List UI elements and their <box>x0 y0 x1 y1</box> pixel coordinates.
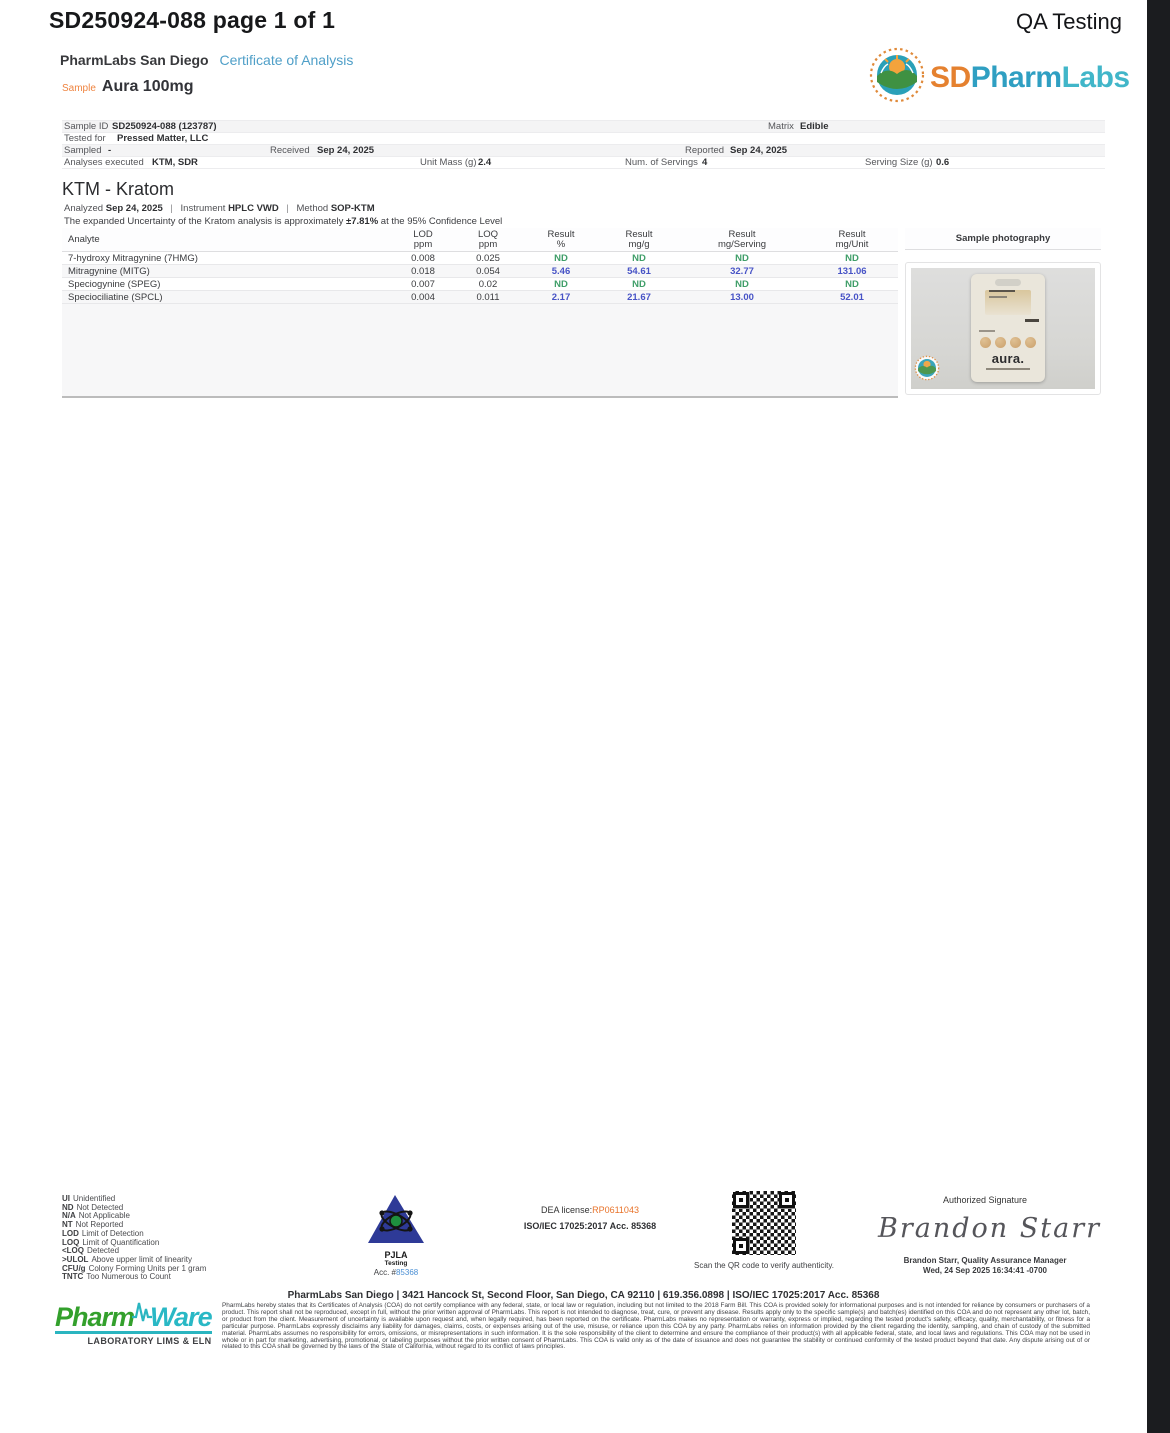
doc-type-label: Certificate of Analysis <box>219 52 354 68</box>
wordmark-labs: Labs <box>1061 60 1130 94</box>
result-mgunit: 52.01 <box>840 292 864 303</box>
pharmware-pharm: Pharm <box>55 1302 135 1332</box>
tablet <box>1010 337 1021 348</box>
table-row <box>62 291 898 304</box>
tablet <box>995 337 1006 348</box>
dea-license-value: RP0611043 <box>592 1205 639 1215</box>
result-mgunit: 131.06 <box>837 266 867 277</box>
pulse-waveform-icon <box>132 1300 152 1328</box>
analyte-name: Speciociliatine (SPCL) <box>68 292 163 303</box>
result-mgg: ND <box>632 253 646 264</box>
pjla-name: PJLA <box>384 1250 408 1260</box>
pharmlabs-watermark-icon <box>914 355 940 386</box>
sample-photo <box>905 262 1101 395</box>
sample-photo-image <box>911 268 1095 389</box>
lod-value: 0.008 <box>411 253 435 264</box>
table-row <box>62 265 898 278</box>
column-header-result-mgserving: Result mg/Serving <box>717 228 767 250</box>
method-label: Method <box>296 203 329 214</box>
analyte-name: 7-hydroxy Mitragynine (7HMG) <box>68 253 198 264</box>
loq-value: 0.02 <box>478 279 498 290</box>
label-line <box>986 368 1030 370</box>
photo-panel-header: Sample photography <box>905 228 1101 250</box>
result-mgserving: 32.77 <box>730 266 754 277</box>
analyses-label: Analyses executed <box>64 157 144 168</box>
sample-id-label: Sample ID <box>64 121 109 132</box>
viewer-background-strip <box>1147 0 1170 1433</box>
info-row-dates <box>62 145 1105 157</box>
loq-value: 0.054 <box>476 266 500 277</box>
results-table-header <box>62 228 898 252</box>
sample-photography-panel <box>905 228 1101 395</box>
label-line <box>989 296 1007 298</box>
column-header-result-pct: Result % <box>547 228 575 250</box>
lod-value: 0.018 <box>411 266 435 277</box>
lab-name: PharmLabs San Diego <box>60 52 209 68</box>
legend-item: ND Not Detected <box>62 1202 124 1212</box>
result-pct: 2.17 <box>551 292 571 303</box>
label-line <box>979 330 995 332</box>
wordmark-sd: SD <box>930 60 971 94</box>
dea-license-line <box>500 1205 680 1215</box>
analyte-name: Speciogynine (SPEG) <box>68 279 161 290</box>
info-row-tested-for <box>62 133 1105 145</box>
package-label <box>985 290 1031 315</box>
loq-value: 0.011 <box>476 292 500 303</box>
sample-title-line <box>62 78 194 96</box>
qa-testing-label: QA Testing <box>1016 9 1122 34</box>
reported-label: Reported <box>685 145 725 156</box>
package-hang-hole <box>995 279 1021 286</box>
legend-item: LOD Limit of Detection <box>62 1228 144 1238</box>
lod-value: 0.007 <box>411 279 435 290</box>
table-row <box>62 278 898 291</box>
pjla-accreditation <box>360 1194 432 1277</box>
loq-value: 0.025 <box>476 253 500 264</box>
result-pct: 5.46 <box>551 266 571 277</box>
instrument-label: Instrument <box>180 203 226 214</box>
dea-license-label: DEA license: <box>541 1205 593 1215</box>
signature-handwriting: Brandon Starr <box>878 1213 1102 1244</box>
analyzed-value: Sep 24, 2025 <box>105 203 163 214</box>
section-title-ktm-kratom: KTM - Kratom <box>62 179 175 199</box>
info-row-sample-id <box>62 121 1105 133</box>
qr-finder-pattern <box>733 1192 749 1208</box>
instrument-value: HPLC VWD <box>228 203 279 214</box>
qr-caption: Scan the QR code to verify authenticity. <box>694 1261 834 1270</box>
qr-code <box>732 1191 796 1255</box>
legend-item: NT Not Reported <box>62 1220 124 1230</box>
result-mgserving: ND <box>735 279 749 290</box>
signer-name-title: Brandon Starr, Quality Assurance Manager <box>903 1256 1067 1265</box>
sample-tag-label: Sample <box>62 83 96 94</box>
result-mgserving: ND <box>735 253 749 264</box>
result-pct: ND <box>554 253 568 264</box>
pharmware-ware: Ware <box>150 1302 212 1332</box>
tablet <box>1025 337 1036 348</box>
unit-mass-label: Unit Mass (g) <box>420 157 477 168</box>
pharmlabs-emblem-icon <box>868 46 926 109</box>
abbreviation-legend <box>62 1195 206 1282</box>
qr-verification <box>690 1191 838 1270</box>
sampled-value: - <box>108 145 112 156</box>
result-mgunit: ND <box>845 279 859 290</box>
result-mgg: 54.61 <box>627 266 651 277</box>
legend-item: N/A Not Applicable <box>62 1211 130 1221</box>
sample-info-table <box>62 120 1105 169</box>
qr-finder-pattern <box>733 1238 749 1254</box>
iso-accreditation-line: ISO/IEC 17025:2017 Acc. 85368 <box>523 1221 657 1231</box>
received-label: Received <box>270 145 310 156</box>
sample-id-value: SD250924-088 (123787) <box>112 121 217 132</box>
sdpharmlabs-wordmark <box>930 61 1130 95</box>
pharmware-tagline: LABORATORY LIMS & ELN <box>87 1336 212 1346</box>
separator: | <box>170 203 173 214</box>
pharmware-logo <box>55 1300 212 1346</box>
serving-size-value: 0.6 <box>936 157 950 168</box>
uncertainty-value: ±7.81% <box>345 216 379 227</box>
signature-timestamp: Wed, 24 Sep 2025 16:34:41 -0700 <box>923 1265 1047 1275</box>
result-mgg: 21.67 <box>627 292 651 303</box>
pjla-sub: Testing <box>384 1260 408 1267</box>
results-table <box>62 228 898 398</box>
legend-item: >ULOL Above upper limit of linearity <box>62 1254 192 1264</box>
column-header-loq: LOQ ppm <box>477 228 499 250</box>
column-header-lod: LOD ppm <box>413 228 433 250</box>
tested-for-label: Tested for <box>64 133 106 144</box>
legal-disclaimer: PharmLabs hereby states that its Certificates of Analysis (COA) do not certify compliance with any federal, state, or local law or regulation, including but not limited to the 2018 Farm Bill. This COA is provided solely for informational purposes and is not intended for reliance by consumers or purchasers of a product. This report shall not be reproduced, except in full, without the prior written approval of PharmLabs. This report is not intended to diagnose, treat, cure, or prevent any disease. Results apply only to the specific sample(s) and batch(es) identified on this COA and do not represent any other lot, batch, or product from the client. Measurement of uncertainty is available upon request and, when legally required, has been reported on the certificate. PharmLabs makes no representation or warranty, express or implied, regarding the tested product's safety, efficacy, quality, merchantability, or fitness for a particular purpose. PharmLabs expressly disclaims any liability for damages, claims, costs, or expenses arising out of the use, misuse, or reliance upon this COA by any party. PharmLabs relies on information provided by the client regarding the identity, sampling, and chain of custody of the submitted material. PharmLabs assumes no responsibility for errors, omissions, or misrepresentations in such information. It is the sole responsibility of the client to determine and ensure the compliance of their product(s) with all applicable federal, state, and local laws and regulations. This COA may not be used in whole or in part for marketing, advertising, promotional, or labeling purposes without the prior written consent of PharmLabs. This COA is valid only as of the date of issuance and does not guarantee the stability or continued conformity of the tested product beyond that date. Any dispute arising out of or related to this COA shall be governed by the laws of the State of California, without regard to its conflict of laws principles. <box>222 1302 1090 1351</box>
legend-item: <LOQ Detected <box>62 1246 120 1256</box>
qr-finder-pattern <box>779 1192 795 1208</box>
separator: | <box>286 203 289 214</box>
legend-item: UI Unidentified <box>62 1194 116 1203</box>
method-value: SOP-KTM <box>330 203 375 214</box>
analyses-value: KTM, SDR <box>152 157 198 168</box>
reported-value: Sep 24, 2025 <box>730 145 788 156</box>
result-mgserving: 13.00 <box>730 292 754 303</box>
info-row-analyses <box>62 157 1105 169</box>
servings-value: 4 <box>702 157 708 168</box>
result-pct: ND <box>554 279 568 290</box>
label-line <box>989 290 1015 292</box>
analyzed-label: Analyzed <box>64 203 104 214</box>
lod-value: 0.004 <box>411 292 435 303</box>
legend-item: LOQ Limit of Quantification <box>62 1237 160 1247</box>
tablet <box>980 337 991 348</box>
license-block <box>500 1205 680 1231</box>
servings-label: Num. of Servings <box>625 157 698 168</box>
result-mgunit: ND <box>845 253 859 264</box>
product-package <box>971 274 1045 382</box>
signer-details <box>878 1256 1092 1275</box>
legend-item: CFU/g Colony Forming Units per 1 gram <box>62 1263 207 1273</box>
sampled-label: Sampled <box>64 145 102 156</box>
page-title: SD250924-088 page 1 of 1 <box>49 7 336 33</box>
legend-item: TNTC Too Numerous to Count <box>62 1272 171 1282</box>
sdpharmlabs-logo <box>868 46 1130 109</box>
column-header-analyte: Analyte <box>68 233 100 245</box>
serving-size-label: Serving Size (g) <box>865 157 933 168</box>
authorized-signature-label: Authorized Signature <box>942 1195 1028 1205</box>
pjla-accreditation-number: Acc. #85368 <box>373 1268 419 1277</box>
pharmware-wordmark <box>55 1300 212 1334</box>
analyte-name: Mitragynine (MITG) <box>68 266 150 277</box>
matrix-value: Edible <box>800 121 829 132</box>
tested-for-value: Pressed Matter, LLC <box>117 133 209 144</box>
unit-mass-value: 2.4 <box>478 157 492 168</box>
label-line <box>1025 319 1039 322</box>
lab-title-line <box>60 52 353 68</box>
table-row <box>62 252 898 265</box>
sample-name: Aura 100mg <box>101 78 194 95</box>
column-header-result-mgunit: Result mg/Unit <box>835 228 869 250</box>
uncertainty-statement <box>64 216 502 227</box>
uncertainty-prefix: The expanded Uncertainty of the Kratom analysis is approximately <box>64 216 344 227</box>
brand-name: aura. <box>991 350 1025 366</box>
column-header-result-mgg: Result mg/g <box>625 228 653 250</box>
result-mgg: ND <box>632 279 646 290</box>
uncertainty-suffix: at the 95% Confidence Level <box>380 216 503 227</box>
tablets <box>971 337 1045 348</box>
signature-block <box>878 1195 1102 1275</box>
pjla-logo-icon <box>365 1231 427 1248</box>
wordmark-pharm: Pharm <box>970 60 1062 94</box>
matrix-label: Matrix <box>768 121 794 132</box>
received-value: Sep 24, 2025 <box>317 145 375 156</box>
lab-address-line: PharmLabs San Diego | 3421 Hancock St, Second Floor, San Diego, CA 92110 | 619.356.0898 | ISO/IEC 17025:2017 Acc. 85368 <box>287 1290 880 1301</box>
analysis-meta-line <box>64 203 375 214</box>
